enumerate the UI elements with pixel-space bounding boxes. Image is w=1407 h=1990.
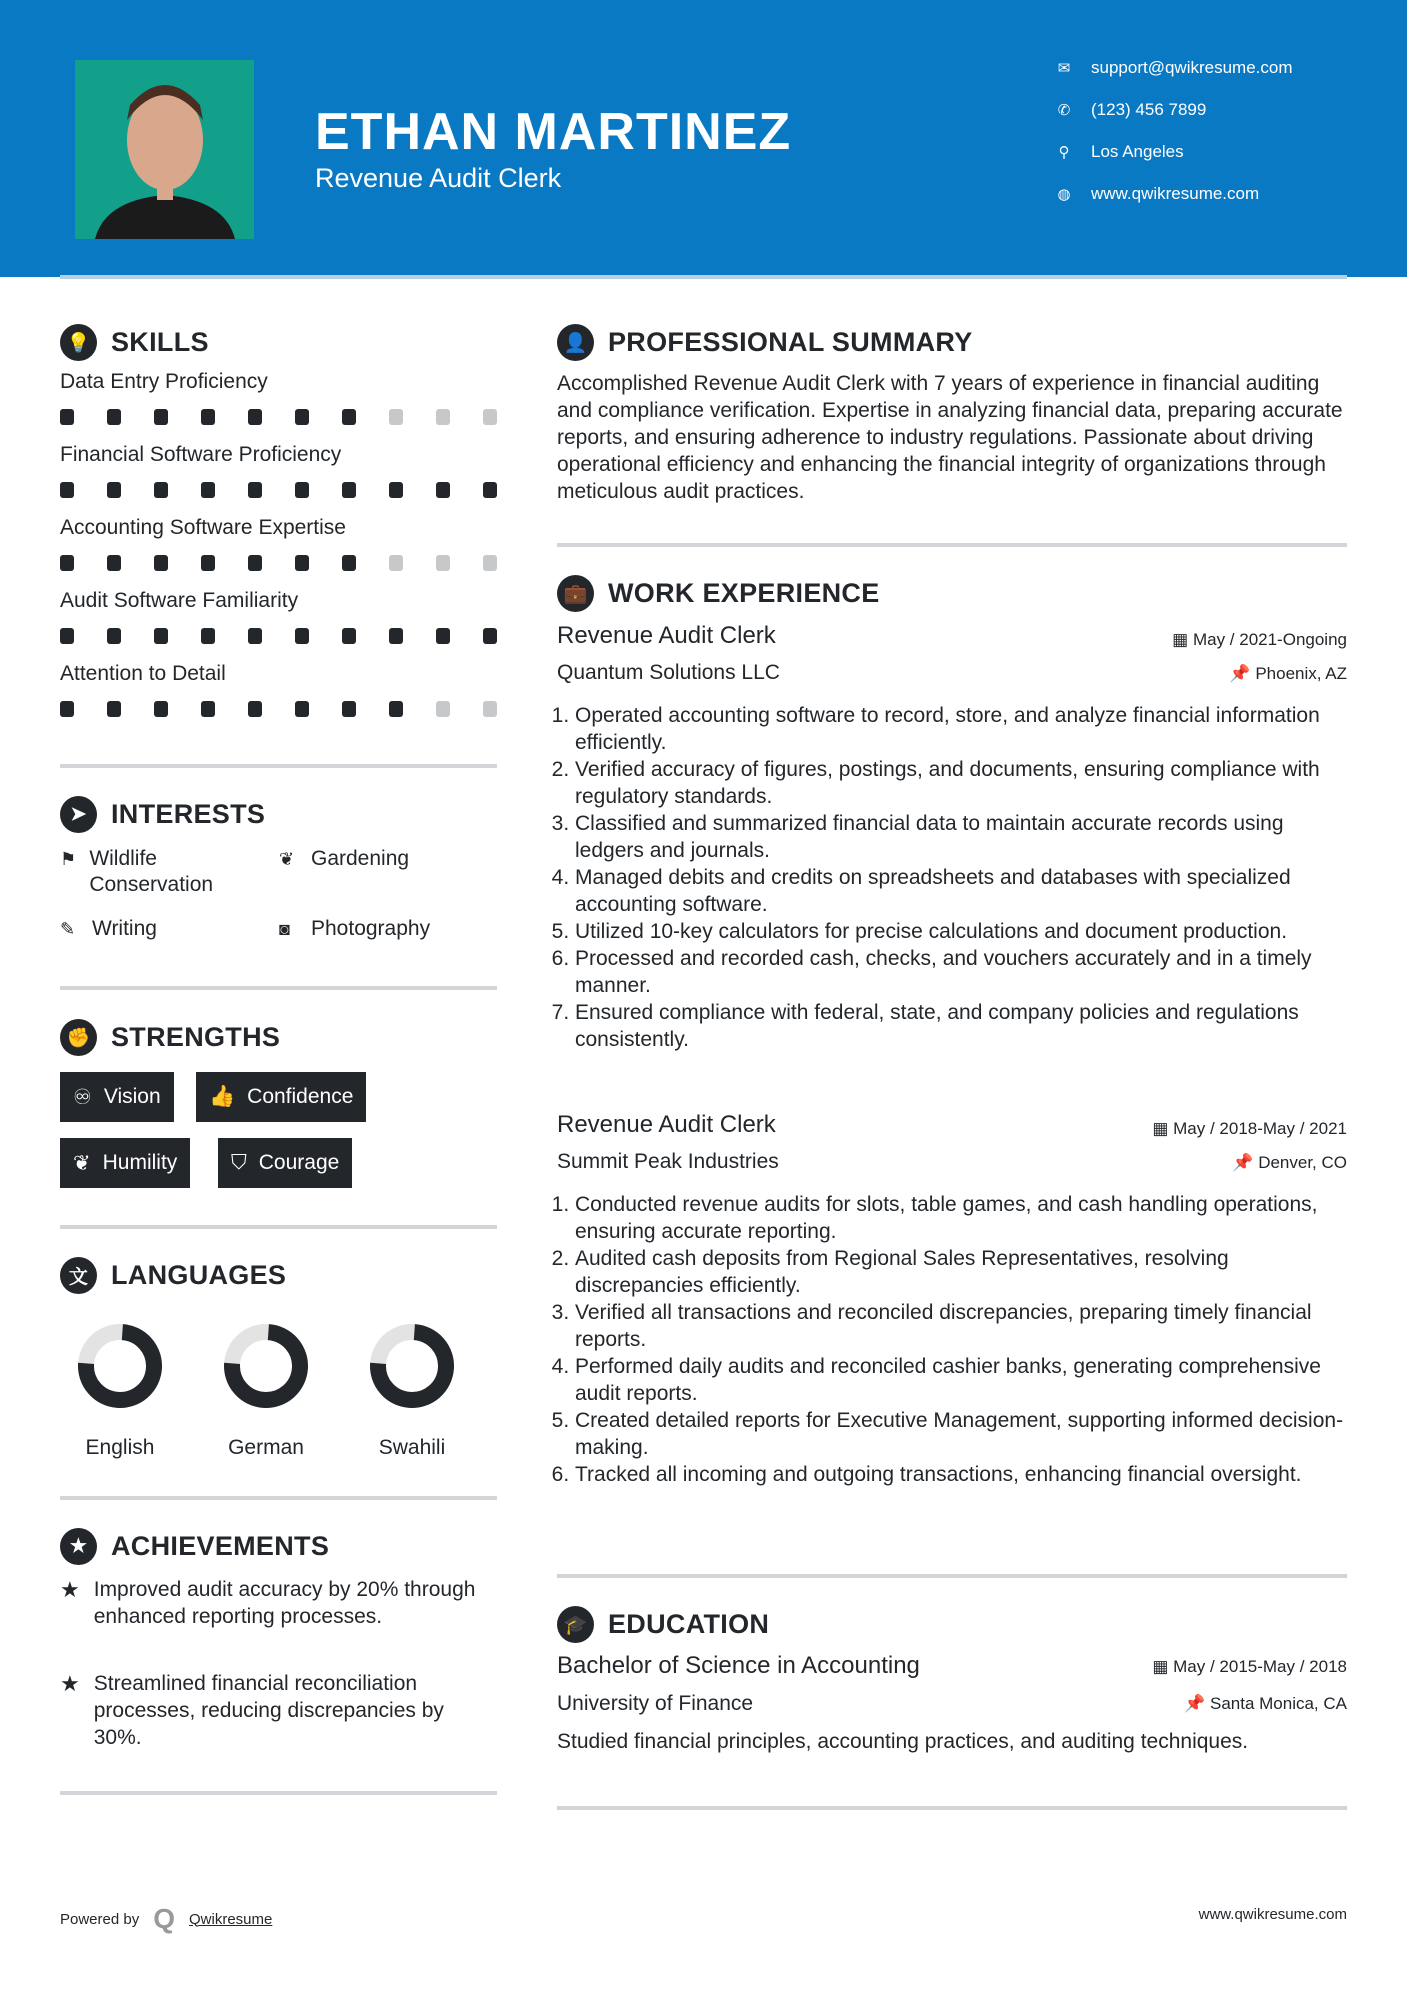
calendar-icon: ▦	[1152, 1657, 1169, 1676]
language-label: German	[228, 1436, 304, 1459]
rating-dot	[107, 482, 121, 498]
divider	[60, 986, 497, 990]
rating-dot	[248, 701, 262, 717]
job-title: Revenue Audit Clerk	[557, 622, 776, 649]
interest-item: ❦ Gardening	[279, 847, 410, 870]
shield-icon: ⛉	[231, 1151, 247, 1174]
degree: Bachelor of Science in Accounting	[557, 1652, 920, 1679]
summary-text: Accomplished Revenue Audit Clerk with 7 years of experience in financial auditing and compliance verification. Expertise in analyzing financial data, preparing accurate reports, and ensuring adherence to industry regulations. Passionate about driving operational efficiency and enhancing the financial integrity of organizations through meticulous audit practices.	[557, 372, 1343, 503]
pin-icon: 📌	[1229, 664, 1251, 683]
divider	[60, 275, 1347, 279]
job-date: ▦ May / 2018-May / 2021	[1152, 1119, 1347, 1138]
rating-dot	[295, 409, 309, 425]
job-title: Revenue Audit Clerk	[557, 1111, 776, 1138]
strength-tag: ❦ Humility	[60, 1138, 190, 1188]
star-badge-icon: ★	[60, 1528, 97, 1565]
footer-powered-by: Powered by Q Qwikresume	[60, 1903, 273, 1934]
rating-dot	[60, 628, 74, 644]
rating-dot	[342, 701, 356, 717]
rating-dot	[342, 555, 356, 571]
rating-dot	[342, 628, 356, 644]
strength-tag: ♾ Vision	[60, 1072, 174, 1122]
language-donut	[357, 1322, 467, 1412]
pin-icon: 📌	[1232, 1153, 1254, 1172]
language-donut	[211, 1322, 321, 1412]
briefcase-icon: 💼	[557, 575, 594, 612]
language-item	[65, 1322, 175, 1460]
rating-dot	[295, 628, 309, 644]
candidate-title: Revenue Audit Clerk	[315, 163, 562, 193]
rating-dot	[436, 628, 450, 644]
rating-dot	[154, 701, 168, 717]
languages-heading: 文 LANGUAGES	[60, 1257, 286, 1294]
rating-dot	[154, 628, 168, 644]
envelope-icon: ✉	[1057, 60, 1071, 77]
flag-icon: ⚑	[60, 849, 77, 869]
camera-icon: ◙	[279, 919, 290, 939]
divider	[60, 1225, 497, 1229]
job-bullet: 5. Utilized 10-key calculators for precise calculations and document production.	[575, 918, 1347, 945]
interest-item: ✎ Writing	[60, 917, 157, 940]
skill-rating	[60, 555, 497, 571]
rating-dot	[389, 409, 403, 425]
footer-url[interactable]: www.qwikresume.com	[1198, 1906, 1347, 1923]
skill-label: Attention to Detail	[60, 662, 226, 685]
globe-icon: ◍	[1057, 186, 1071, 203]
company: Summit Peak Industries	[557, 1150, 779, 1173]
rating-dot	[483, 409, 497, 425]
company: Quantum Solutions LLC	[557, 661, 780, 684]
phone-icon: ✆	[1057, 102, 1071, 119]
language-label: English	[85, 1436, 155, 1459]
experience-heading: 💼 WORK EXPERIENCE	[557, 575, 880, 612]
pin-icon: 📌	[1184, 1694, 1206, 1713]
language-icon: 文	[60, 1257, 97, 1294]
skill-rating	[60, 628, 497, 644]
interests-heading: ➤ INTERESTS	[60, 796, 265, 833]
rating-dot	[295, 555, 309, 571]
job-bullet: 6. Processed and recorded cash, checks, and vouchers accurately and in a timely manner.	[575, 945, 1347, 999]
divider	[60, 1791, 497, 1795]
job-bullets	[557, 702, 1347, 1053]
rating-dot	[342, 482, 356, 498]
map-pin-icon: ⚲	[1058, 144, 1070, 161]
job-bullet: 1. Operated accounting software to record, store, and analyze financial information efficiently.	[575, 702, 1347, 756]
rating-dot	[201, 701, 215, 717]
interest-item: ◙ Photography	[279, 917, 431, 940]
lightbulb-icon: 💡	[60, 324, 97, 361]
rating-dot	[248, 482, 262, 498]
rating-dot	[295, 482, 309, 498]
divider	[557, 1806, 1347, 1810]
rating-dot	[436, 409, 450, 425]
calendar-icon: ▦	[1152, 1119, 1169, 1138]
summary-heading: 👤 PROFESSIONAL SUMMARY	[557, 324, 973, 361]
job-bullet: 6. Tracked all incoming and outgoing transactions, enhancing financial oversight.	[575, 1461, 1347, 1488]
rating-dot	[201, 628, 215, 644]
shooting-star-icon: ★	[60, 1577, 80, 1602]
divider	[60, 764, 497, 768]
leaf-icon: ❦	[73, 1151, 91, 1175]
education-heading: 🎓 EDUCATION	[557, 1606, 769, 1643]
school: University of Finance	[557, 1692, 754, 1715]
rating-dot	[60, 701, 74, 717]
shooting-star-icon: ★	[60, 1671, 80, 1696]
thumbs-up-icon: 👍	[209, 1085, 236, 1108]
rating-dot	[295, 701, 309, 717]
contact-email[interactable]: ✉ support@qwikresume.com	[1055, 58, 1293, 78]
rating-dot	[107, 555, 121, 571]
qwikresume-link[interactable]: Qwikresume	[189, 1910, 273, 1928]
skill-label: Data Entry Proficiency	[60, 370, 268, 393]
rating-dot	[154, 555, 168, 571]
language-label: Swahili	[378, 1436, 446, 1459]
achievement-item: ★ Improved audit accuracy by 20% through enhanced reporting processes.	[60, 1577, 476, 1628]
strength-tag: 👍 Confidence	[196, 1072, 366, 1122]
strengths-heading: ✊ STRENGTHS	[60, 1019, 280, 1056]
rating-dot	[389, 482, 403, 498]
rating-dot	[436, 482, 450, 498]
strength-tag: ⛉ Courage	[218, 1138, 352, 1188]
skill-label: Audit Software Familiarity	[60, 589, 299, 612]
graduate-icon: 🎓	[557, 1606, 594, 1643]
education-location: 📌 Santa Monica, CA	[1184, 1694, 1347, 1713]
rating-dot	[389, 628, 403, 644]
rating-dot	[154, 409, 168, 425]
job-date: ▦ May / 2021-Ongoing	[1172, 630, 1347, 649]
rating-dot	[154, 482, 168, 498]
rating-dot	[107, 701, 121, 717]
skill-label: Financial Software Proficiency	[60, 443, 342, 466]
language-item	[211, 1322, 321, 1460]
rating-dot	[389, 701, 403, 717]
leaf-icon: ❦	[279, 849, 295, 869]
achievement-item: ★ Streamlined financial reconciliation processes, reducing discrepancies by 30%.	[60, 1671, 444, 1749]
job-bullets	[557, 1191, 1347, 1488]
rating-dot	[201, 555, 215, 571]
rating-dot	[342, 409, 356, 425]
contact-website[interactable]: ◍ www.qwikresume.com	[1055, 184, 1259, 204]
rating-dot	[60, 555, 74, 571]
rating-dot	[60, 409, 74, 425]
profile-photo	[75, 60, 254, 239]
skill-label: Accounting Software Expertise	[60, 516, 346, 539]
rating-dot	[201, 409, 215, 425]
education-description: Studied financial principles, accounting practices, and auditing techniques.	[557, 1730, 1249, 1753]
rating-dot	[483, 482, 497, 498]
binoculars-icon: ♾	[73, 1085, 92, 1109]
rating-dot	[107, 628, 121, 644]
education-date: ▦ May / 2015-May / 2018	[1152, 1657, 1347, 1676]
rating-dot	[483, 555, 497, 571]
job-location: 📌 Denver, CO	[1232, 1153, 1347, 1172]
language-item	[357, 1322, 467, 1460]
job-bullet: 7. Ensured compliance with federal, state, and company policies and regulations consistently.	[575, 999, 1347, 1053]
skills-heading: 💡 SKILLS	[60, 324, 209, 361]
job-bullet: 4. Performed daily audits and reconciled cashier banks, generating comprehensive audit reports.	[575, 1353, 1347, 1407]
achievements-heading: ★ ACHIEVEMENTS	[60, 1528, 329, 1565]
job-bullet: 2. Audited cash deposits from Regional Sales Representatives, resolving discrepancies efficiently.	[575, 1245, 1347, 1299]
candidate-name: ETHAN MARTINEZ	[315, 103, 792, 161]
rating-dot	[248, 409, 262, 425]
fist-icon: ✊	[60, 1019, 97, 1056]
rating-dot	[483, 628, 497, 644]
rating-dot	[107, 409, 121, 425]
calendar-icon: ▦	[1172, 630, 1189, 649]
language-donut	[65, 1322, 175, 1412]
divider	[557, 543, 1347, 547]
rating-dot	[483, 701, 497, 717]
divider	[557, 1574, 1347, 1578]
rating-dot	[436, 555, 450, 571]
interest-item: ⚑ Wildlife Conservation	[60, 847, 214, 896]
user-icon: 👤	[557, 324, 594, 361]
skill-rating	[60, 482, 497, 498]
job-bullet: 2. Verified accuracy of figures, postings, and documents, ensuring compliance with regulatory standards.	[575, 756, 1347, 810]
rating-dot	[201, 482, 215, 498]
rating-dot	[389, 555, 403, 571]
job-bullet: 5. Created detailed reports for Executive Management, supporting informed decision-making.	[575, 1407, 1347, 1461]
skill-rating	[60, 701, 497, 717]
job-bullet: 4. Managed debits and credits on spreadsheets and databases with specialized accounting software.	[575, 864, 1347, 918]
job-bullet: 1. Conducted revenue audits for slots, table games, and cash handling operations, ensuring accurate reporting.	[575, 1191, 1347, 1245]
skill-rating	[60, 409, 497, 425]
job-bullet: 3. Verified all transactions and reconciled discrepancies, preparing timely financial reports.	[575, 1299, 1347, 1353]
contact-phone: ✆ (123) 456 7899	[1055, 100, 1206, 120]
pencil-icon: ✎	[60, 919, 76, 939]
rating-dot	[60, 482, 74, 498]
qwikresume-logo-icon: Q	[153, 1903, 175, 1934]
rating-dot	[248, 555, 262, 571]
divider	[60, 1496, 497, 1500]
job-bullet: 3. Classified and summarized financial data to maintain accurate records using ledgers and journals.	[575, 810, 1347, 864]
paper-plane-icon: ➤	[60, 796, 97, 833]
rating-dot	[436, 701, 450, 717]
rating-dot	[248, 628, 262, 644]
contact-location: ⚲ Los Angeles	[1055, 142, 1184, 162]
job-location: 📌 Phoenix, AZ	[1229, 664, 1347, 683]
